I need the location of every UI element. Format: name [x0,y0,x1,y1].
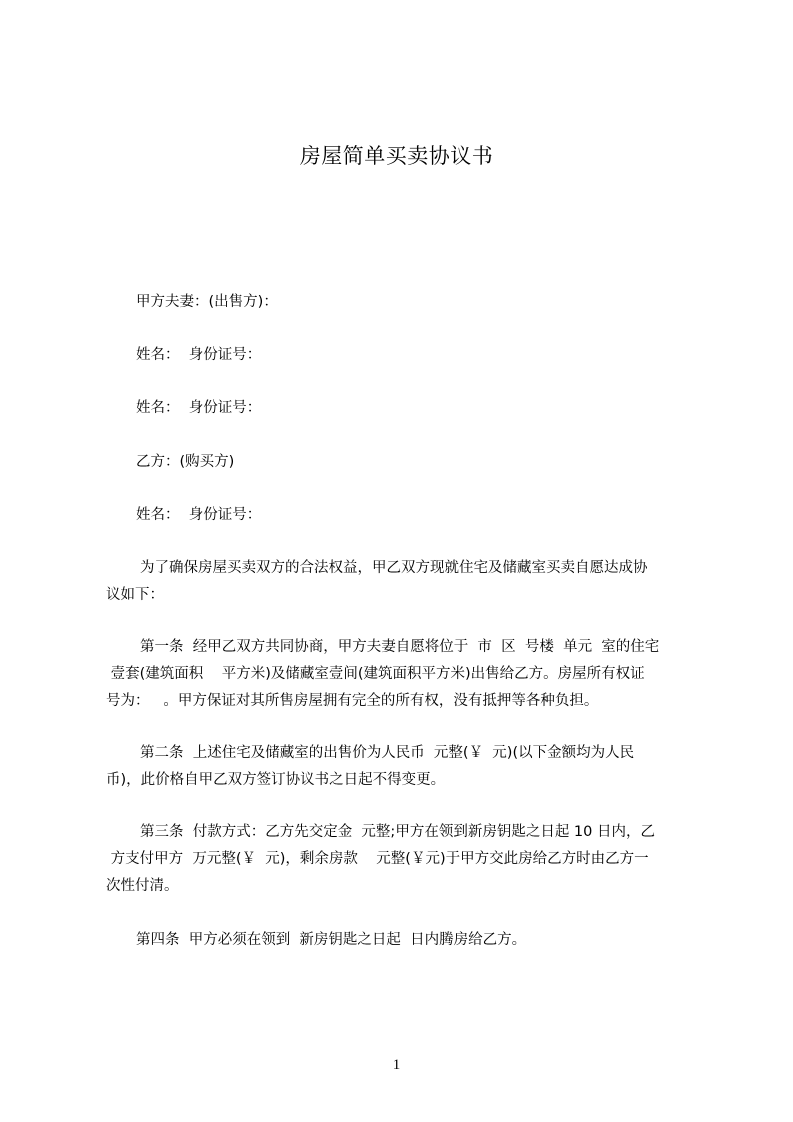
article4-line-1: 第四条 甲方必须在领到 新房钥匙之日起 日内腾房给乙方。 [136,932,527,948]
party-b-person1: 姓名： 身份证号： [136,507,262,523]
article1-line-3: 号为： 。甲方保证对其所售房屋拥有完全的所有权，没有抵押等各种负担。 [106,693,599,709]
article3-line-1: 第三条 付款方式：乙方先交定金 元整;甲方在领到新房钥匙之日起 10 日内，乙 [140,824,655,840]
article1-line-2: 壹套(建筑面积 平方米)及储藏室壹间(建筑面积平方米)出售给乙方。房屋所有权证 [106,666,645,682]
party-a-person1: 姓名： 身份证号： [136,347,262,363]
article2-line-1: 第二条 上述住宅及储藏室的出售价为人民币 元整(￥ 元)(以下金额均为人民 [140,745,635,761]
document-title: 房屋简单买卖协议书 [299,144,494,168]
article3-line-2: 方支付甲方 万元整(￥ 元)，剩余房款 元整(￥元)于甲方交此房给乙方时由乙方一 [106,851,649,867]
intro-line-2: 议如下： [106,587,164,603]
page-number: 1 [392,1057,401,1073]
party-a-person2: 姓名： 身份证号： [136,400,262,416]
article3-line-3: 次性付清。 [106,878,179,894]
party-a-heading: 甲方夫妻：(出售方)： [136,294,278,310]
article1-line-1: 第一条 经甲乙双方共同协商，甲方夫妻自愿将位于 市 区 号楼 单元 室的住宅 [140,639,660,655]
article2-line-2: 币)，此价格自甲乙双方签订协议书之日起不得变更。 [106,772,446,788]
intro-line-1: 为了确保房屋买卖双方的合法权益，甲乙双方现就住宅及储藏室买卖自愿达成协 [140,560,648,576]
party-b-heading: 乙方：(购买方) [136,454,235,470]
